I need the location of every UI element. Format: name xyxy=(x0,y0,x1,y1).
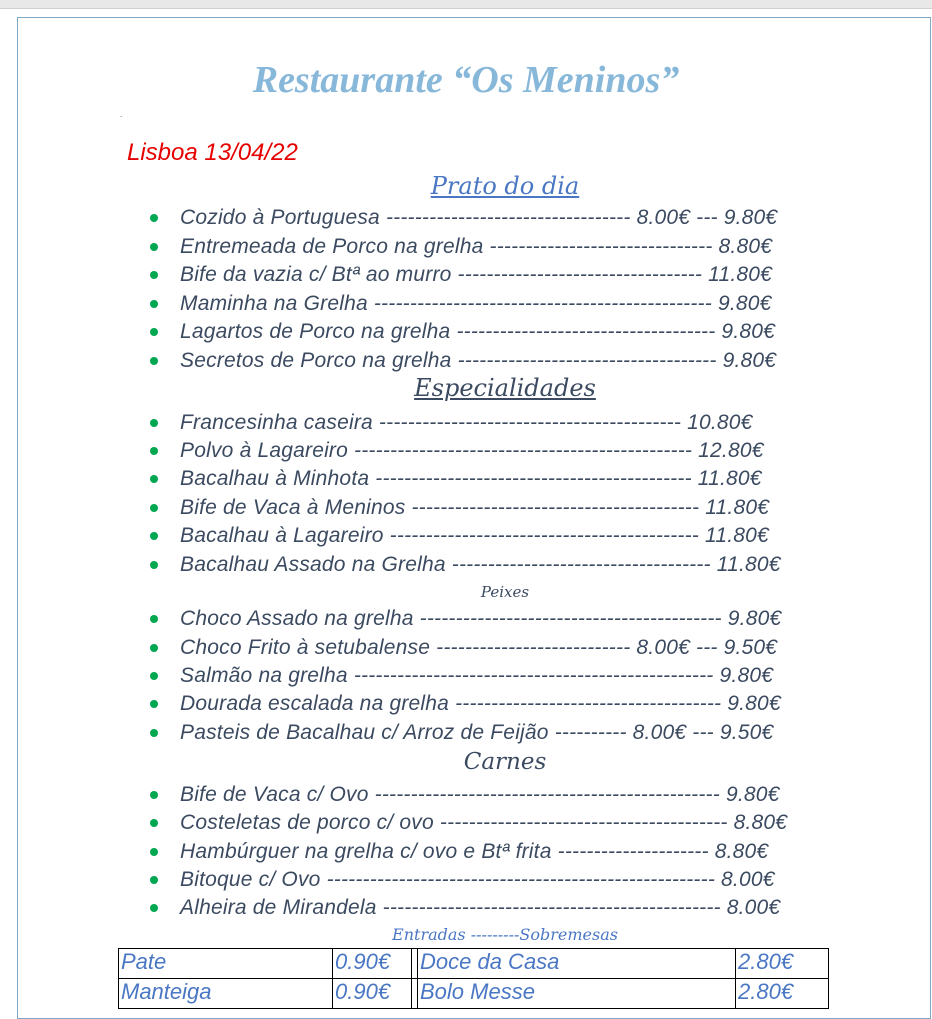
menu-item-text: Polvo à Lagareiro ----------------------------------------------- 12.80€ xyxy=(180,439,764,462)
menu-item xyxy=(0,634,932,662)
menu-item-text: Maminha na Grelha ----------------------------------------------- 9.80€ xyxy=(180,292,772,315)
menu-item xyxy=(0,551,932,579)
menu-item xyxy=(0,662,932,690)
sobremesa-price-cell: 2.80€ xyxy=(736,949,829,979)
menu-item xyxy=(0,494,932,522)
menu-item xyxy=(0,690,932,718)
menu-item xyxy=(0,522,932,550)
entrada-price-cell: 0.90€ xyxy=(333,979,412,1009)
bullet-icon xyxy=(150,700,158,708)
menu-item-text: Hambúrguer na grelha c/ ovo e Btª frita --------------------- 8.80€ xyxy=(180,840,769,863)
restaurant-title: Restaurante “Os Meninos” xyxy=(252,59,680,101)
bullet-icon xyxy=(150,729,158,737)
sobremesa-cell: Doce da Casa xyxy=(418,949,736,979)
bullet-icon xyxy=(150,848,158,856)
bullet-icon xyxy=(150,328,158,336)
bullet-icon xyxy=(150,447,158,455)
menu-item-text: Bacalhau à Minhota -------------------------------------------- 11.80€ xyxy=(180,467,762,490)
menu-item-text: Costeletas de porco c/ ovo ---------------------------------------- 8.80€ xyxy=(180,811,788,834)
menu-item xyxy=(0,719,932,747)
menu-item xyxy=(0,866,932,894)
menu-item xyxy=(0,894,932,922)
bullet-icon xyxy=(150,475,158,483)
menu-item-text: Choco Frito à setubalense --------------------------- 8.00€ --- 9.50€ xyxy=(180,636,778,659)
menu-item xyxy=(0,605,932,633)
menu-item-text: Lagartos de Porco na grelha ------------------------------------ 9.80€ xyxy=(180,320,775,343)
bullet-icon xyxy=(150,243,158,251)
bullet-icon xyxy=(150,419,158,427)
menu-item-text: Entremeada de Porco na grelha ------------------------------- 8.80€ xyxy=(180,235,773,258)
menu-item-text: Dourada escalada na grelha ------------------------------------- 9.80€ xyxy=(180,692,781,715)
menu-item xyxy=(0,261,932,289)
menu-item xyxy=(0,838,932,866)
menu-item xyxy=(0,465,932,493)
menu-item-text: Cozido à Portuguesa ---------------------------------- 8.00€ --- 9.80€ xyxy=(180,206,778,229)
menu-item-text: Choco Assado na grelha ------------------------------------------ 9.80€ xyxy=(180,607,782,630)
menu-item-text: Bife da vazia c/ Btª ao murro ---------------------------------- 11.80€ xyxy=(180,263,773,286)
bullet-icon xyxy=(150,532,158,540)
entradas-sobremesas-table xyxy=(118,948,829,1009)
menu-item-text: Francesinha caseira ------------------------------------------ 10.80€ xyxy=(180,411,753,434)
menu-item xyxy=(0,409,932,437)
table-row xyxy=(119,979,829,1009)
sobremesa-cell: Bolo Messe xyxy=(418,979,736,1009)
menu-item xyxy=(0,809,932,837)
menu-item xyxy=(0,204,932,232)
bullet-icon xyxy=(150,904,158,912)
menu-item-text: Bacalhau Assado na Grelha ------------------------------------ 11.80€ xyxy=(180,553,781,576)
bullet-icon xyxy=(150,504,158,512)
bullet-icon xyxy=(150,672,158,680)
menu-item xyxy=(0,318,932,346)
bullet-icon xyxy=(150,300,158,308)
entrada-cell: Pate xyxy=(119,949,333,979)
menu-item-text: Bife de Vaca à Meninos ---------------------------------------- 11.80€ xyxy=(180,496,770,519)
menu-item xyxy=(0,347,932,375)
stray-mark: . xyxy=(120,110,123,119)
menu-item-text: Bitoque c/ Ovo ------------------------------------------------------ 8.00€ xyxy=(180,868,775,891)
section-title-especialidades: Especialidades xyxy=(414,374,596,402)
date-line: Lisboa 13/04/22 xyxy=(127,139,298,166)
bullet-icon xyxy=(150,561,158,569)
menu-item-text: Bacalhau à Lagareiro ------------------------------------------- 11.80€ xyxy=(180,524,769,547)
section-title-prato-do-dia: Prato do dia xyxy=(430,172,580,200)
entrada-price-cell: 0.90€ xyxy=(333,949,412,979)
menu-item xyxy=(0,781,932,809)
menu-item xyxy=(0,290,932,318)
menu-item-text: Secretos de Porco na grelha ------------------------------------ 9.80€ xyxy=(180,349,777,372)
bullet-icon xyxy=(150,791,158,799)
bullet-icon xyxy=(150,271,158,279)
menu-item-text: Pasteis de Bacalhau c/ Arroz de Feijão ---------- 8.00€ --- 9.50€ xyxy=(180,721,774,744)
table-row xyxy=(119,949,829,979)
menu-item xyxy=(0,437,932,465)
menu-item-text: Alheira de Mirandela ----------------------------------------------- 8.00€ xyxy=(180,896,781,919)
section-title-entradas-sobremesas: Entradas ---------Sobremesas xyxy=(392,925,618,944)
window-top-bar xyxy=(0,0,932,9)
bullet-icon xyxy=(150,819,158,827)
bullet-icon xyxy=(150,615,158,623)
menu-item-text: Salmão na grelha -------------------------------------------------- 9.80€ xyxy=(180,664,774,687)
menu-item xyxy=(0,233,932,261)
menu-item-text: Bife de Vaca c/ Ovo ------------------------------------------------ 9.80€ xyxy=(180,783,780,806)
bullet-icon xyxy=(150,644,158,652)
section-title-peixes: Peixes xyxy=(480,583,530,601)
entrada-cell: Manteiga xyxy=(119,979,333,1009)
bullet-icon xyxy=(150,357,158,365)
section-title-carnes: Carnes xyxy=(463,749,547,775)
sobremesa-price-cell: 2.80€ xyxy=(736,979,829,1009)
bullet-icon xyxy=(150,214,158,222)
bullet-icon xyxy=(150,876,158,884)
